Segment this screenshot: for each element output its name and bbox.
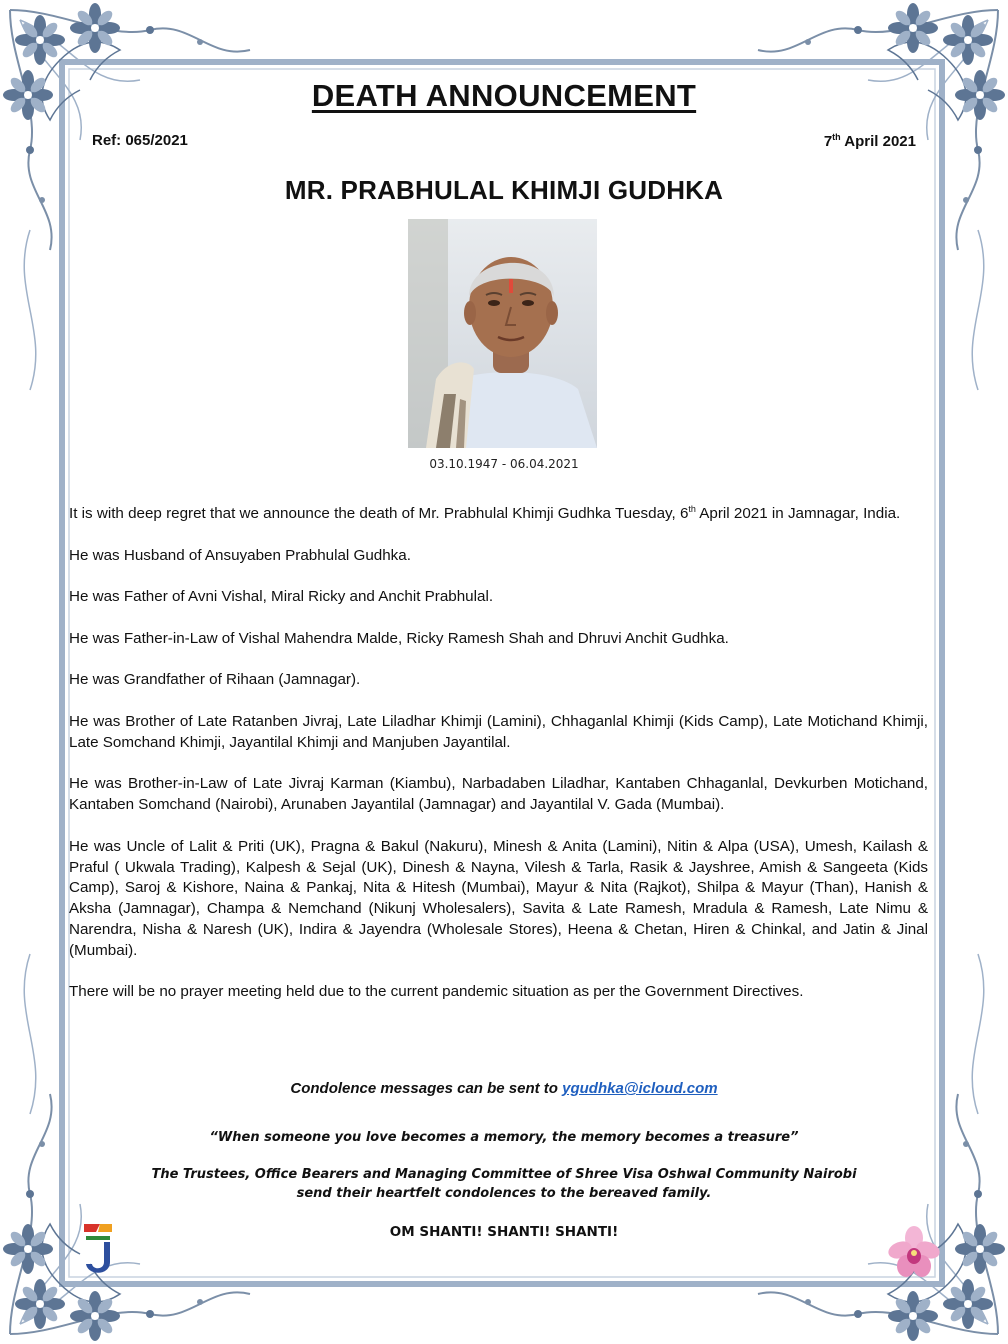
deceased-name: MR. PRABHULAL KHIMJI GUDHKA xyxy=(284,175,724,205)
page-title: DEATH ANNOUNCEMENT xyxy=(311,78,697,113)
death-notice-text-end: April 2021 in Jamnagar, India. xyxy=(695,505,901,522)
condolence-email-link[interactable]: ygudhka@icloud.com xyxy=(562,1080,718,1097)
om-shanti: OM SHANTI! SHANTI! SHANTI! xyxy=(389,1224,619,1240)
paragraph-death-notice xyxy=(69,504,928,525)
trustees-message xyxy=(0,1165,1008,1203)
date-suffix: th xyxy=(832,132,841,142)
reference-number: Ref: 065/2021 xyxy=(92,132,188,149)
paragraph-brother: He was Brother of Late Ratanben Jivraj, Late Liladhar Khimji (Lamini), Chhaganlal Khimji (Kids Camp), Late Motichand Khimji, Late Somchand Khimji, Jayantilal Khimji and Manjuben Jayantilal. xyxy=(69,712,928,751)
paragraph-brother-in-law: He was Brother-in-Law of Late Jivraj Karman (Kiambu), Narbadaben Liladhar, Kantaben Chhaganlal, Devkurben Motichand, Kantaben Somchand (Nairobi), Arunaben Jayantilal (Jamnagar) and Jayantilal V. Gada (Mumbai). xyxy=(69,775,928,814)
announcement-body xyxy=(69,504,928,1024)
life-dates: 03.10.1947 - 06.04.2021 xyxy=(429,457,579,471)
announcement-date xyxy=(824,132,916,150)
portrait-photo xyxy=(408,219,597,448)
death-notice-text: It is with deep regret that we announce the death of Mr. Prabhulal Khimji Gudhka Tuesday, 6 xyxy=(69,505,689,522)
paragraph-father-in-law: He was Father-in-Law of Vishal Mahendra Malde, Ricky Ramesh Shah and Dhruvi Anchit Gudhka. xyxy=(69,629,729,647)
trustees-line-1: The Trustees, Office Bearers and Managing Committee of Shree Visa Oshwal Community Nairobi xyxy=(151,1167,857,1182)
condolence-line xyxy=(0,1080,1008,1097)
paragraph-prayer-meeting: There will be no prayer meeting held due to the current pandemic situation as per the Government Directives. xyxy=(69,983,804,1001)
paragraph-grandfather: He was Grandfather of Rihaan (Jamnagar). xyxy=(69,671,361,689)
date-rest: April 2021 xyxy=(840,133,916,150)
death-notice-sup: th xyxy=(688,503,696,514)
condolence-label: Condolence messages can be sent to xyxy=(290,1080,563,1097)
trustees-line-2: send their heartfelt condolences to the bereaved family. xyxy=(296,1186,712,1201)
orchid-flower-icon xyxy=(888,1226,940,1282)
date-day: 7 xyxy=(823,133,833,150)
paragraph-uncle: He was Uncle of Lalit & Priti (UK), Pragna & Bakul (Nakuru), Minesh & Anita (Lamini), Nitin & Alpa (USA), Umesh, Kailash & Praful ( Ukwala Trading), Kalpesh & Sejal (UK), Dinesh & Nayna, Vilesh & Tarla, Rasik & Jayshree, Amish & Sangeeta (Kids Camp), Saroj & Kishore, Naina & Pankaj, Nita & Hitesh (Mumbai), Mayur & Nita (Rajkot), Shilpa & Mayur (Than), Hanish & Aksha (Jamnagar), Champa & Nemchand (Nikunj Wholesalers), Savita & Late Ramesh, Mradula & Ramesh, Late Nimu & Narendra, Nisha & Naresh (UK), Indira & Jayendra (Wholesale Stores), Heena & Chetan, Hiren & Chinkal, and Jatin & Jinal (Mumbai). xyxy=(69,837,928,959)
paragraph-father: He was Father of Avni Vishal, Miral Ricky and Anchit Prabhulal. xyxy=(69,588,494,606)
jain-symbol-logo-icon xyxy=(78,1218,120,1280)
paragraph-husband: He was Husband of Ansuyaben Prabhulal Gudhka. xyxy=(69,546,411,564)
memorial-quote: “When someone you love becomes a memory, the memory becomes a treasure” xyxy=(209,1130,799,1145)
